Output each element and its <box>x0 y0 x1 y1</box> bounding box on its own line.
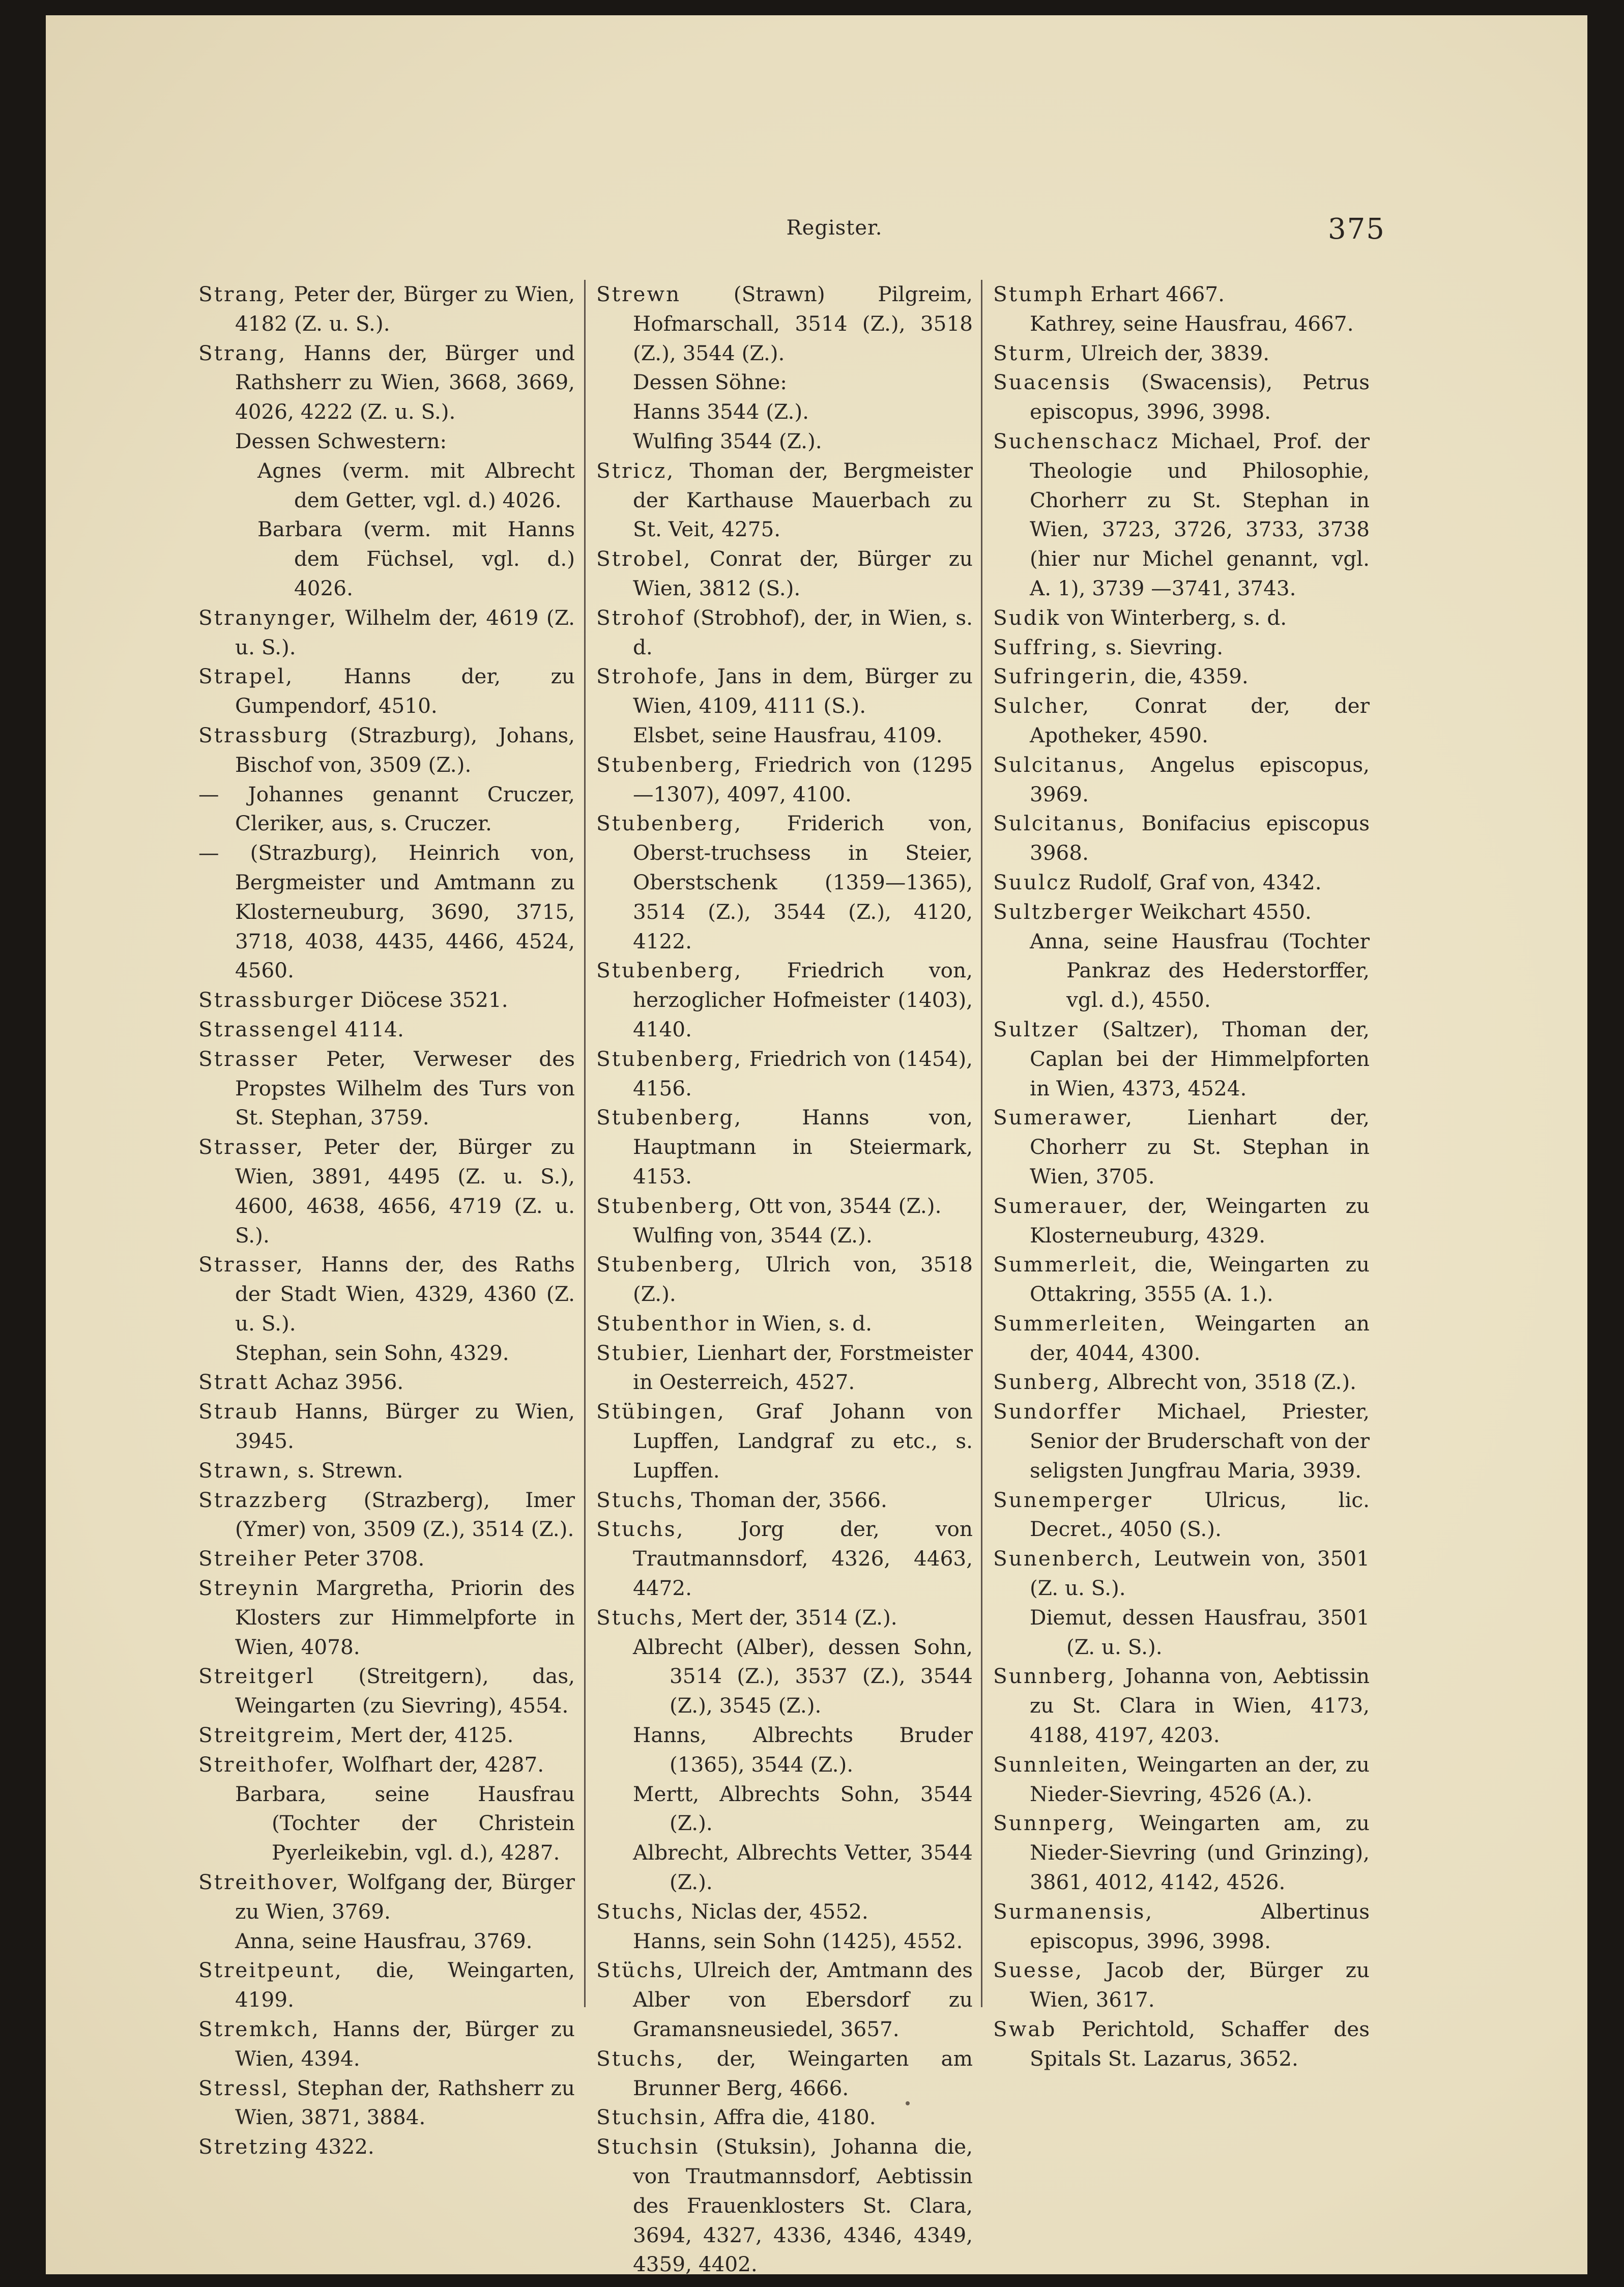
index-page <box>46 15 1587 2277</box>
entry-headword: Strang, <box>198 340 287 365</box>
entry-text: Diemut, dessen Hausfrau, 3501 (Z. u. S.). <box>1030 1605 1370 1659</box>
index-entry <box>198 780 575 839</box>
entry-text: Jacob der, Bürger zu Wien, 3617. <box>1030 1958 1370 2012</box>
entry-text: Diöcese 3521. <box>354 988 508 1012</box>
index-entry <box>198 339 575 427</box>
index-subentry <box>198 1339 575 1368</box>
entry-headword: Stremkch, <box>198 2017 320 2042</box>
index-subentry <box>596 427 973 456</box>
column-divider <box>584 280 586 2007</box>
entry-headword: Streitpeunt, <box>198 1958 343 1983</box>
index-subentry <box>993 927 1370 1015</box>
index-entry <box>596 1250 973 1309</box>
index-entry <box>596 1515 973 1603</box>
entry-headword: Strang, <box>198 282 287 306</box>
entry-headword: Stuchs, <box>596 1517 685 1542</box>
entry-headword: Sunnperg, <box>993 1811 1116 1836</box>
entry-headword: Sunnleiten, <box>993 1752 1130 1777</box>
entry-text: Dessen Söhne: <box>633 370 787 395</box>
index-entry <box>993 603 1370 633</box>
index-subentry <box>596 397 973 427</box>
entry-headword: Swab <box>993 2017 1057 2042</box>
entry-headword: Strasser, <box>198 1252 304 1277</box>
entry-headword: Stratt <box>198 1370 269 1395</box>
index-subentry <box>596 1721 973 1780</box>
entry-text: (Strazburg), Johans, Bischof von, 3509 (Z.). <box>235 722 575 777</box>
entry-text: Affra die, 4180. <box>707 2105 876 2130</box>
entry-headword: Strohofe, <box>596 664 707 689</box>
entry-text: Angelus episcopus, 3969. <box>1030 752 1370 806</box>
index-entry <box>993 368 1370 427</box>
entry-headword: Strazzberg <box>198 1487 329 1512</box>
index-entry <box>198 2132 575 2162</box>
index-entry <box>198 1956 575 2015</box>
entry-headword: Sudik <box>993 605 1061 630</box>
entry-text: s. Sievring. <box>1099 634 1224 659</box>
entry-text: Hanns der, des Raths der Stadt Wien, 4329, 4360 (Z. u. S.). <box>235 1252 575 1336</box>
index-subentry <box>198 1780 575 1868</box>
entry-text: Friderich von, Oberst-truchsess in Steier, Oberstschenk (1359—1365), 3514 (Z.), 3544 (Z.), 4120, 4122. <box>633 811 973 953</box>
entry-text: Albrecht von, 3518 (Z.). <box>1100 1370 1357 1395</box>
index-entry <box>993 1662 1370 1750</box>
index-entry <box>198 1397 575 1456</box>
index-subentry <box>596 1927 973 1956</box>
index-subentry <box>596 1633 973 1721</box>
entry-headword: Stubenthor <box>596 1311 730 1336</box>
entry-text: der, Weingarten am Brunner Berg, 4666. <box>633 2046 973 2100</box>
index-entry <box>596 1897 973 1927</box>
entry-text: Jorg der, von Trautmannsdorf, 4326, 4463, 4472. <box>633 1517 973 1601</box>
entry-headword: Strobel, <box>596 546 692 571</box>
entry-headword: Stuchs, <box>596 1899 685 1924</box>
entry-text: Hanns, Bürger zu Wien, 3945. <box>235 1399 575 1454</box>
index-entry <box>993 750 1370 809</box>
entry-text: Graf Johann von Lupffen, Landgraf zu etc., s. Lupffen. <box>633 1399 973 1483</box>
entry-text: (Strawn) Pilgreim, Hofmarschall, 3514 (Z.), 3518 (Z.), 3544 (Z.). <box>633 282 973 365</box>
index-entry <box>993 1486 1370 1545</box>
index-entry <box>596 809 973 956</box>
entry-headword: Sturm, <box>993 340 1074 365</box>
entry-headword: Strassburger <box>198 988 354 1012</box>
ink-speck <box>906 2101 910 2105</box>
index-entry <box>198 1868 575 1927</box>
entry-text: Thoman der, 3566. <box>684 1487 887 1512</box>
entry-headword: Stubenberg, <box>596 1046 743 1071</box>
entry-text: Mert der, 4125. <box>344 1723 514 1748</box>
entry-text: Ulrich von, 3518 (Z.). <box>633 1252 973 1307</box>
entry-headword: Stricz, <box>596 458 675 483</box>
index-entry <box>993 898 1370 927</box>
entry-headword: Sunberg, <box>993 1370 1101 1395</box>
entry-text: Weingarten am, zu Nieder-Sievring (und Grinzing), 3861, 4012, 4142, 4526. <box>1030 1811 1370 1895</box>
entry-headword: Sulcitanus, <box>993 752 1126 777</box>
index-entry <box>993 280 1370 309</box>
index-entry <box>198 2074 575 2133</box>
entry-text: Jans in dem, Bürger zu Wien, 4109, 4111 (S.). <box>633 664 973 718</box>
entry-text: Wulfing von, 3544 (Z.). <box>633 1223 873 1248</box>
entry-text: Achaz 3956. <box>269 1370 404 1395</box>
entry-text: Agnes (verm. mit Albrecht dem Getter, vgl. d.) 4026. <box>257 458 575 512</box>
entry-text: die, Weingarten zu Ottakring, 3555 (A. 1.). <box>1030 1252 1370 1307</box>
index-entry <box>596 2103 973 2132</box>
entry-headword: Strasser, <box>198 1135 304 1160</box>
index-entry <box>596 662 973 721</box>
index-subentry <box>596 1221 973 1251</box>
entry-headword: Sumerawer, <box>993 1105 1134 1130</box>
entry-headword: Stubier, <box>596 1340 690 1365</box>
entry-headword: Stuchsin <box>596 2134 700 2159</box>
entry-text: die, Weingarten, 4199. <box>235 1958 575 2012</box>
entry-headword: Sumerauer, <box>993 1193 1129 1218</box>
index-entry <box>198 1721 575 1750</box>
entry-headword: Stubenberg, <box>596 1252 743 1277</box>
entry-headword: Sunemperger <box>993 1487 1153 1512</box>
entry-text: Elsbet, seine Hausfrau, 4109. <box>633 722 943 747</box>
index-entry <box>198 1544 575 1574</box>
entry-headword: Surmanensis, <box>993 1899 1154 1924</box>
entry-headword: Sultzberger <box>993 899 1134 924</box>
entry-headword: Sultzer <box>993 1017 1079 1041</box>
entry-text: Peter, Verweser des Propstes Wilhelm des Turs von St. Stephan, 3759. <box>235 1046 575 1130</box>
entry-text: von Winterberg, s. d. <box>1060 605 1287 630</box>
index-entry <box>198 1368 575 1397</box>
entry-headword: Suacensis <box>993 370 1112 395</box>
entry-headword: Strohof <box>596 605 685 630</box>
entry-text: (Saltzer), Thoman der, Caplan bei der Himmelpforten in Wien, 4373, 4524. <box>1030 1017 1370 1101</box>
index-entry <box>596 2044 973 2103</box>
entry-text: Albertinus episcopus, 3996, 3998. <box>1030 1899 1370 1953</box>
index-subentry <box>198 456 575 515</box>
index-entry <box>993 1368 1370 1397</box>
index-entry <box>993 427 1370 603</box>
index-entry <box>198 603 575 662</box>
entry-text: Mertt, Albrechts Sohn, 3544 (Z.). <box>633 1781 973 1836</box>
entry-text: Barbara, seine Hausfrau (Tochter der Christein Pyerleikebin, vgl. d.), 4287. <box>235 1781 575 1865</box>
entry-headword: Stubenberg, <box>596 1105 743 1130</box>
entry-headword: Streithofer, <box>198 1752 336 1777</box>
entry-headword: Streitgreim, <box>198 1723 344 1748</box>
index-column-2 <box>596 280 973 2279</box>
index-entry <box>198 662 575 721</box>
index-entry <box>596 1486 973 1515</box>
entry-text: — Johannes genannt Cruczer, Cleriker, aus, s. Cruczer. <box>198 781 575 836</box>
entry-headword: Sunenberch, <box>993 1546 1143 1571</box>
entry-headword: Streithover, <box>198 1870 340 1895</box>
index-subentry <box>198 1927 575 1956</box>
entry-text: Perichtold, Schaffer des Spitals St. Lazarus, 3652. <box>1030 2017 1370 2071</box>
entry-headword: Straub <box>198 1399 279 1424</box>
entry-text: Margretha, Priorin des Klosters zur Himmelpforte in Wien, 4078. <box>235 1576 575 1659</box>
entry-text: Anna, seine Hausfrau (Tochter Pankraz des Hederstorffer, vgl. d.), 4550. <box>1030 929 1370 1012</box>
entry-headword: Strewn <box>596 282 681 306</box>
entry-text: — (Strazburg), Heinrich von, Bergmeister und Amtmann zu Klosterneuburg, 3690, 3715, 3718, 4038, 4435, 4466, 4524, 4560. <box>198 841 575 983</box>
index-entry <box>993 691 1370 750</box>
entry-text: Niclas der, 4552. <box>684 1899 868 1924</box>
index-entry <box>198 2015 575 2074</box>
entry-text: Hanns 3544 (Z.). <box>633 399 809 424</box>
index-entry <box>596 2132 973 2279</box>
entry-headword: Stuchs, <box>596 1487 685 1512</box>
entry-text: Johanna von, Aebtissin zu St. Clara in Wien, 4173, 4188, 4197, 4203. <box>1030 1664 1370 1748</box>
entry-text: Lienhart der, Forstmeister in Oesterreich, 4527. <box>633 1340 973 1395</box>
entry-headword: Stretzing <box>198 2134 309 2159</box>
index-entry <box>596 956 973 1044</box>
entry-text: Dessen Schwestern: <box>235 428 447 453</box>
entry-text: Peter 3708. <box>297 1546 425 1571</box>
entry-text: Leutwein von, 3501 (Z. u. S.). <box>1030 1546 1370 1601</box>
index-entry <box>596 1309 973 1339</box>
entry-headword: Sulcitanus, <box>993 811 1126 836</box>
entry-headword: Strasser <box>198 1046 299 1071</box>
entry-headword: Sundorffer <box>993 1399 1122 1424</box>
entry-headword: Strapel, <box>198 664 294 689</box>
entry-text: Stephan, sein Sohn, 4329. <box>235 1340 509 1365</box>
entry-text: Albrecht (Alber), dessen Sohn, 3514 (Z.), 3537 (Z.), 3544 (Z.), 3545 (Z.). <box>633 1634 973 1718</box>
index-subentry <box>596 368 973 397</box>
index-entry <box>596 1339 973 1398</box>
index-entry <box>993 1809 1370 1897</box>
index-entry <box>198 1456 575 1486</box>
entry-text: Peter der, Bürger zu Wien, 4182 (Z. u. S.). <box>235 282 575 336</box>
index-entry <box>198 1045 575 1133</box>
index-entry <box>596 1045 973 1104</box>
entry-text: Stephan der, Rathsherr zu Wien, 3871, 3884. <box>235 2075 575 2130</box>
entry-headword: Streitgerl <box>198 1664 315 1689</box>
index-entry <box>596 1956 973 2044</box>
entry-text: (Strobhof), der, in Wien, s. d. <box>633 605 973 659</box>
index-entry <box>993 339 1370 368</box>
entry-text: Wilhelm der, 4619 (Z. u. S.). <box>235 605 575 659</box>
entry-text: Wolfgang der, Bürger zu Wien, 3769. <box>235 1870 575 1924</box>
index-subentry <box>596 1838 973 1897</box>
entry-headword: Suffring, <box>993 634 1099 659</box>
entry-headword: Stranynger, <box>198 605 338 630</box>
entry-text: Weikchart 4550. <box>1133 899 1312 924</box>
entry-headword: Strassengel <box>198 1017 338 1041</box>
entry-text: Friedrich von (1295—1307), 4097, 4100. <box>633 752 973 806</box>
entry-text: in Wien, s. d. <box>730 1311 872 1336</box>
entry-headword: Stüchs, <box>596 1958 685 1983</box>
index-entry <box>596 1603 973 1633</box>
entry-text: Ulricus, lic. Decret., 4050 (S.). <box>1030 1487 1370 1542</box>
entry-text: Friedrich von, herzoglicher Hofmeister (1403), 4140. <box>633 958 973 1041</box>
entry-text: die, 4359. <box>1138 664 1249 689</box>
index-entry <box>198 986 575 1015</box>
entry-text: Hanns, Albrechts Bruder (1365), 3544 (Z.). <box>633 1723 973 1777</box>
index-entry <box>993 1103 1370 1191</box>
index-entry <box>198 1662 575 1721</box>
index-entry <box>198 721 575 780</box>
entry-text: Erhart 4667. <box>1084 282 1225 306</box>
index-entry <box>198 1015 575 1045</box>
entry-headword: Stubenberg, <box>596 958 743 983</box>
index-entry <box>596 1397 973 1485</box>
index-entry <box>993 1192 1370 1251</box>
index-entry <box>596 750 973 809</box>
index-column-3 <box>993 280 1370 2074</box>
entry-text: (Streitgern), das, Weingarten (zu Sievring), 4554. <box>235 1664 575 1718</box>
entry-text: Wolfhart der, 4287. <box>335 1752 544 1777</box>
entry-headword: Summerleit, <box>993 1252 1139 1277</box>
entry-headword: Stuchsin, <box>596 2105 708 2130</box>
entry-text: Weingarten an der, 4044, 4300. <box>1030 1311 1370 1365</box>
entry-headword: Stuchs, <box>596 1605 685 1630</box>
index-entry <box>596 603 973 662</box>
index-subentry <box>596 1780 973 1839</box>
index-entry <box>993 1250 1370 1309</box>
entry-text: Conrat der, Bürger zu Wien, 3812 (S.). <box>633 546 973 600</box>
entry-text: 4322. <box>308 2134 374 2159</box>
entry-headword: Summerleiten, <box>993 1311 1168 1336</box>
entry-text: Anna, seine Hausfrau, 3769. <box>235 1928 533 1953</box>
index-subentry <box>198 515 575 603</box>
entry-text: Hanns der, Bürger zu Wien, 4394. <box>235 2017 575 2071</box>
entry-text: Kathrey, seine Hausfrau, 4667. <box>1030 311 1354 336</box>
index-entry <box>993 1015 1370 1103</box>
entry-text: Thoman der, Bergmeister der Karthause Mauerbach zu St. Veit, 4275. <box>633 458 973 542</box>
entry-text: 4114. <box>338 1017 404 1041</box>
entry-headword: Strawn, <box>198 1458 292 1483</box>
index-subentry <box>993 1603 1370 1662</box>
index-entry <box>993 633 1370 662</box>
entry-headword: Sunnberg, <box>993 1664 1116 1689</box>
index-entry <box>993 868 1370 898</box>
entry-text: Wulfing 3544 (Z.). <box>633 428 822 453</box>
entry-text: Mert der, 3514 (Z.). <box>684 1605 897 1630</box>
entry-text: Ulreich der, Amtmann des Alber von Ebersdorf zu Gramansneusiedel, 3657. <box>633 1958 973 2042</box>
entry-text: Ott von, 3544 (Z.). <box>742 1193 942 1218</box>
index-entry <box>596 1192 973 1221</box>
index-entry <box>198 838 575 986</box>
index-entry <box>198 280 575 339</box>
entry-text: Friedrich von (1454), 4156. <box>633 1046 973 1101</box>
entry-headword: Stumph <box>993 282 1084 306</box>
entry-text: Ulreich der, 3839. <box>1074 340 1270 365</box>
entry-text: (Swacensis), Petrus episcopus, 3996, 3998. <box>1030 370 1370 424</box>
index-entry <box>993 809 1370 868</box>
index-subentry <box>596 721 973 750</box>
entry-text: Peter der, Bürger zu Wien, 3891, 4495 (Z. u. S.), 4600, 4638, 4656, 4719 (Z. u. S.). <box>235 1135 575 1248</box>
entry-text: Michael, Prof. der Theologie und Philosophie, Chorherr zu St. Stephan in Wien, 3723, 3726, 3733, 3738 (hier nur Michel genannt, vgl. A. 1), 3739 —3741, 3743. <box>1030 428 1370 600</box>
entry-text: Bonifacius episcopus 3968. <box>1030 811 1370 865</box>
index-entry <box>993 1897 1370 1956</box>
entry-text: der, Weingarten zu Klosterneuburg, 4329. <box>1030 1193 1370 1248</box>
entry-headword: Stubenberg, <box>596 811 743 836</box>
entry-headword: Sulcher, <box>993 693 1091 718</box>
running-header: Register. <box>786 216 883 240</box>
entry-headword: Strassburg <box>198 722 329 747</box>
entry-text: Hanns der, zu Gumpendorf, 4510. <box>235 664 575 718</box>
index-entry <box>993 662 1370 691</box>
entry-text: Albrecht, Albrechts Vetter, 3544 (Z.). <box>633 1840 973 1895</box>
index-entry <box>993 2015 1370 2074</box>
entry-text: (Strazberg), Imer (Ymer) von, 3509 (Z.), 3514 (Z.). <box>235 1487 575 1542</box>
entry-headword: Suchenschacz <box>993 428 1159 453</box>
index-entry <box>993 1397 1370 1485</box>
index-entry <box>198 1574 575 1662</box>
index-entry <box>596 544 973 603</box>
index-entry <box>198 1250 575 1338</box>
entry-text: Conrat der, der Apotheker, 4590. <box>1030 693 1370 747</box>
entry-text: Rudolf, Graf von, 4342. <box>1071 870 1322 894</box>
entry-headword: Suesse, <box>993 1958 1084 1983</box>
entry-text: Barbara (verm. mit Hanns dem Füchsel, vgl. d.) 4026. <box>257 517 575 600</box>
entry-headword: Stuchs, <box>596 2046 685 2071</box>
index-entry <box>993 1750 1370 1809</box>
entry-text: (Stuksin), Johanna die, von Trautmannsdorf, Aebtissin des Frauenklosters St. Clara, 3694, 4327, 4336, 4346, 4349, 4359, 4402. <box>633 2134 973 2277</box>
entry-text: Lienhart der, Chorherr zu St. Stephan in Wien, 3705. <box>1030 1105 1370 1189</box>
entry-headword: Stubenberg, <box>596 1193 743 1218</box>
entry-headword: Stübingen, <box>596 1399 726 1424</box>
index-entry <box>198 1750 575 1780</box>
entry-text: Weingarten an der, zu Nieder-Sievring, 4526 (A.). <box>1030 1752 1370 1806</box>
entry-headword: Stubenberg, <box>596 752 743 777</box>
entry-headword: Streynin <box>198 1576 300 1601</box>
entry-headword: Stressl, <box>198 2075 289 2100</box>
entry-headword: Streiher <box>198 1546 297 1571</box>
entry-text: Hanns der, Bürger und Rathsherr zu Wien, 3668, 3669, 4026, 4222 (Z. u. S.). <box>235 340 575 424</box>
index-entry <box>596 456 973 544</box>
index-entry <box>993 1956 1370 2015</box>
entry-text: Hanns, sein Sohn (1425), 4552. <box>633 1928 963 1953</box>
entry-text: Hanns von, Hauptmann in Steiermark, 4153. <box>633 1105 973 1189</box>
entry-text: Michael, Priester, Senior der Bruderschaft von der seligsten Jungfrau Maria, 3939. <box>1030 1399 1370 1483</box>
entry-headword: Sufringerin, <box>993 664 1138 689</box>
index-entry <box>596 1103 973 1191</box>
page-number: 375 <box>1328 213 1385 246</box>
index-entry <box>993 1544 1370 1603</box>
index-entry <box>198 1486 575 1545</box>
index-subentry <box>198 427 575 456</box>
index-entry <box>993 1309 1370 1368</box>
index-column-1 <box>198 280 575 2162</box>
column-divider <box>981 280 982 2007</box>
index-entry <box>198 1133 575 1250</box>
entry-text: s. Strewn. <box>291 1458 403 1483</box>
index-entry <box>596 280 973 368</box>
index-subentry <box>993 309 1370 339</box>
entry-headword: Suulcz <box>993 870 1072 894</box>
